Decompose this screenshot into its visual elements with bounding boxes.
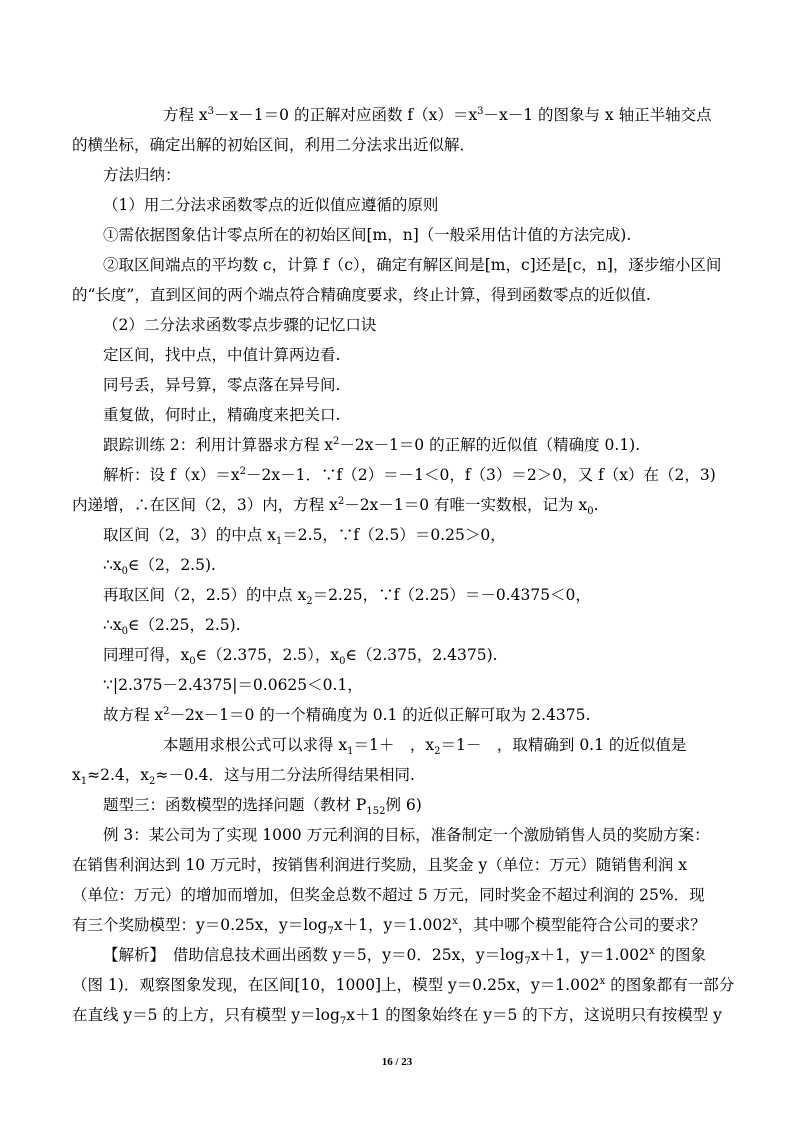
text-run: －x－1＝0 的正解对应函数 f（x）＝x <box>214 106 478 124</box>
superscript: 3 <box>477 105 484 117</box>
superscript: x <box>648 945 655 957</box>
text-line <box>103 255 721 275</box>
subscript: 7 <box>327 926 334 938</box>
text-run: x <box>72 766 81 784</box>
superscript: 2 <box>239 465 247 477</box>
text-line <box>72 855 687 875</box>
text-line <box>72 765 415 788</box>
text-run: 方程 x <box>163 106 208 124</box>
text-line <box>103 645 498 668</box>
text-run: 解析：设 f（x）＝x <box>103 466 240 484</box>
text-line <box>103 315 376 335</box>
text-run: 在销售利润达到 10 万元时，按销售利润进行奖励，且奖金 y（单位：万元）随销售利润 x <box>72 856 687 874</box>
text-run: 故方程 x <box>103 706 164 724</box>
text-run: ，其中哪个模型能符合公司的要求？ <box>457 916 706 934</box>
text-run: ∴x <box>103 616 122 634</box>
text-run: 例 3：某公司为了实现 1000 万元利润的目标，准备制定一个激励销售人员的奖励方案： <box>103 826 710 844</box>
text-line <box>103 405 340 425</box>
text-run: 有三个奖励模型：y＝0.25x，y＝log <box>72 916 328 934</box>
text-run: . <box>593 496 599 514</box>
text-line <box>103 525 506 548</box>
text-line <box>72 1005 722 1028</box>
text-line <box>103 195 438 215</box>
text-line <box>72 495 599 518</box>
text-run: （图 1)．观察图象发现，在区间[10，1000]上，模型 y＝0.25x，y＝1.002 <box>72 976 600 994</box>
text-run: （2）二分法求函数零点步骤的记忆口诀 <box>103 316 377 334</box>
subscript: 2 <box>149 776 156 788</box>
subscript: 0 <box>121 626 128 638</box>
text-run: －2x－1＝0 有唯一实数根，记为 x <box>344 496 588 514</box>
text-run: （单位：万元）的增加而增加，但奖金总数不超过 5 万元，同时奖金不超过利润的 25%．现 <box>72 886 705 904</box>
page-number: 16 / 23 <box>381 1056 413 1068</box>
text-run: －2x－1＝0 的正解的近似值（精确度 0.1). <box>339 436 641 454</box>
subscript: 7 <box>524 956 531 968</box>
text-run: 重复做，何时止，精确度来把关口. <box>103 406 341 424</box>
subscript: 2 <box>434 746 441 758</box>
text-run: ∵|2.375－2.4375|＝0.0625＜0.1， <box>103 676 363 694</box>
text-run: ＝2.5，∵f（2.5）＝0.25＞0， <box>282 526 506 544</box>
text-run: 例 6) <box>385 796 422 814</box>
text-line <box>163 735 687 758</box>
text-run: 题型三：函数模型的选择问题（教材 P <box>103 796 367 814</box>
text-run: 取区间（2，3）的中点 x <box>103 526 276 544</box>
text-run: x＋1，y＝1.002 <box>530 946 649 964</box>
text-run: ≈2.4，x <box>87 766 150 784</box>
text-run: ＝1＋ ，x <box>353 736 435 754</box>
text-line <box>103 435 640 455</box>
text-run: ＝1－ ，取精确到 0.1 的近似值是 <box>440 736 687 754</box>
text-run: 定区间，找中点，中值计算两边看. <box>103 346 341 364</box>
text-run: ∈（2.25，2.5). <box>127 616 241 634</box>
text-line <box>103 945 707 968</box>
text-run: （1）用二分法求函数零点的近似值应遵循的原则 <box>103 196 439 214</box>
text-line <box>72 885 705 905</box>
text-line <box>103 795 422 818</box>
superscript: x <box>452 915 458 927</box>
text-line <box>103 585 591 608</box>
text-run: ②取区间端点的平均数 c，计算 f（c），确定有解区间是[m，c]还是[c，n]，逐步缩小区间 <box>103 256 722 274</box>
subscript: 0 <box>587 506 594 518</box>
text-run: 内递增，∴在区间（2，3）内，方程 x <box>72 496 338 514</box>
text-line <box>103 555 216 578</box>
text-line <box>103 615 241 638</box>
text-line <box>72 915 706 938</box>
text-line <box>72 285 651 305</box>
text-run: 同理可得，x <box>103 646 190 664</box>
text-run: x＋1 的图象始终在 y＝5 的下方，这说明只有按模型 y <box>346 1006 722 1024</box>
superscript: 3 <box>207 105 215 117</box>
text-line <box>103 345 340 365</box>
subscript: 2 <box>306 596 313 608</box>
text-run: 的“长度”，直到区间的两个端点符合精确度要求，终止计算，得到函数零点的近似值. <box>72 286 651 304</box>
text-run: ∈（2，2.5). <box>127 556 216 574</box>
text-line <box>163 105 712 125</box>
text-line <box>103 825 710 845</box>
text-run: －2x－1＝0 的一个精确度为 0.1 的近似正解可取为 2.4375. <box>169 706 591 724</box>
text-line <box>103 375 340 395</box>
text-run: －2x－1．∵f（2）＝－1＜0，f（3）＝2＞0，又 f（x）在（2，3) <box>246 466 716 484</box>
text-run: 方法归纳： <box>103 166 181 184</box>
superscript: 2 <box>337 495 345 507</box>
superscript: 2 <box>332 435 340 447</box>
text-run: ∈（2.375，2.4375). <box>345 646 498 664</box>
text-line <box>103 705 590 725</box>
text-run: －x－1 的图象与 x 轴正半轴交点 <box>483 106 712 124</box>
text-run: ∴x <box>103 556 122 574</box>
text-line <box>72 135 475 155</box>
text-run: 的图象 <box>654 946 707 964</box>
subscript: 0 <box>189 656 196 668</box>
text-line <box>103 465 716 485</box>
subscript: 7 <box>339 1016 347 1028</box>
text-run: 跟踪训练 2：利用计算器求方程 x <box>103 436 333 454</box>
text-run: 同号丢，异号算，零点落在异号间. <box>103 376 341 394</box>
superscript: 2 <box>163 705 170 717</box>
text-run: ①需依据图象估计零点所在的初始区间[m，n]（一般采用估计值的方法完成). <box>103 226 632 244</box>
subscript: 0 <box>339 656 346 668</box>
text-run: 的图象都有一部分 <box>605 976 735 994</box>
text-line <box>72 975 734 995</box>
text-run: 再取区间（2，2.5）的中点 x <box>103 586 307 604</box>
text-run: 的横坐标，确定出解的初始区间，利用二分法求出近似解． <box>72 136 476 154</box>
text-line <box>103 225 631 245</box>
superscript: x <box>599 975 606 987</box>
subscript: 0 <box>121 566 128 578</box>
text-run: ≈－0.4．这与用二分法所得结果相同. <box>155 766 415 784</box>
text-run: x＋1，y＝1.002 <box>333 916 453 934</box>
text-line <box>103 675 363 695</box>
text-line <box>103 165 181 185</box>
subscript: 1 <box>80 776 88 788</box>
subscript: 1 <box>275 536 283 548</box>
subscript: 1 <box>347 746 354 758</box>
text-run: 本题用求根公式可以求得 x <box>163 736 348 754</box>
subscript: 152 <box>366 806 386 818</box>
text-run: ∈（2.375，2.5），x <box>195 646 340 664</box>
text-run: 【解析】 借助信息技术画出函数 y＝5，y＝0．25x，y＝log <box>103 946 525 964</box>
text-run: ＝2.25，∵f（2.25）＝－0.4375＜0， <box>312 586 591 604</box>
text-run: 在直线 y＝5 的上方，只有模型 y＝log <box>72 1006 340 1024</box>
